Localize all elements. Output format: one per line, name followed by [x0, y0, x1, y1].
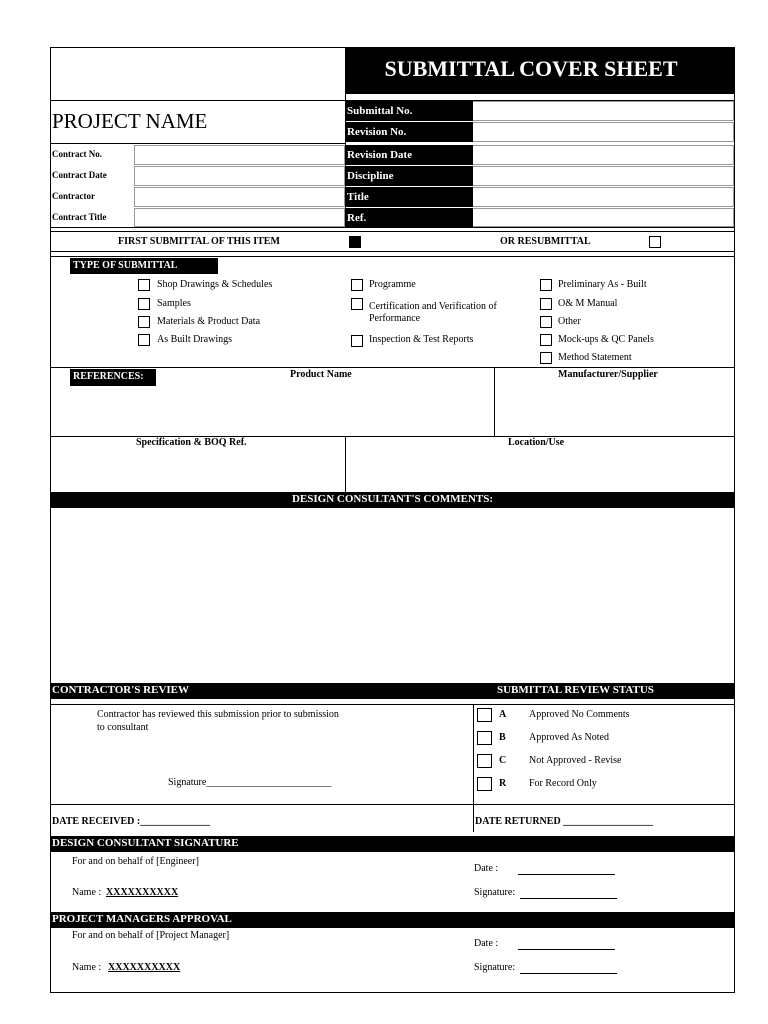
shop-drawings-label: Shop Drawings & Schedules [157, 279, 273, 290]
certification-label-line2: Performance [369, 313, 421, 324]
consultant-date-label: Date : [474, 863, 499, 874]
product-name-label: Product Name [290, 369, 352, 380]
manufacturer-label: Manufacturer/Supplier [558, 369, 658, 380]
spec-boq-label: Specification & BOQ Ref. [136, 437, 247, 448]
programme-label: Programme [369, 279, 416, 290]
contract-no-label: Contract No. [52, 149, 102, 159]
ref-label: Ref. [347, 212, 367, 224]
project-name: PROJECT NAME [52, 109, 208, 133]
method-statement-checkbox[interactable] [540, 352, 552, 364]
pm-behalf: For and on behalf of [Project Manager] [72, 930, 230, 941]
discipline-label: Discipline [347, 170, 394, 182]
pm-date-label: Date : [474, 938, 499, 949]
first-submittal-label: FIRST SUBMITTAL OF THIS ITEM [118, 236, 280, 247]
status-b-text: Approved As Noted [529, 732, 609, 743]
revision-no-label: Revision No. [347, 126, 407, 138]
as-built-checkbox[interactable] [138, 334, 150, 346]
certification-checkbox[interactable] [351, 298, 363, 310]
contractor-signature-line[interactable]: Signature_________________________ [168, 777, 332, 788]
pm-signature-label-text: Signature: [474, 962, 516, 973]
preliminary-as-built-label: Preliminary As - Built [558, 279, 647, 290]
status-r-text: For Record Only [529, 778, 597, 789]
status-a-checkbox[interactable] [477, 708, 492, 722]
submittal-no-field[interactable] [473, 101, 734, 121]
status-a-text: Approved No Comments [529, 709, 630, 720]
discipline-field[interactable] [473, 166, 734, 186]
contract-title-field[interactable] [134, 208, 345, 227]
as-built-label: As Built Drawings [157, 334, 232, 345]
status-c-text: Not Approved - Revise [529, 755, 622, 766]
consultant-signature-line[interactable] [520, 898, 617, 899]
first-submittal-checkbox[interactable] [349, 236, 361, 248]
pm-name-label: Name : [72, 962, 102, 973]
status-c-checkbox[interactable] [477, 754, 492, 768]
type-of-submittal-label: TYPE OF SUBMITTAL [73, 260, 178, 271]
contract-title-label: Contract Title [52, 212, 107, 222]
mockups-checkbox[interactable] [540, 334, 552, 346]
contractor-label: Contractor [52, 191, 95, 201]
consultant-name-label: Name : [72, 887, 102, 898]
materials-label: Materials & Product Data [157, 316, 261, 327]
om-manual-label: O& M Manual [558, 298, 618, 309]
mockups-label: Mock-ups & QC Panels [558, 334, 654, 345]
status-r-checkbox[interactable] [477, 777, 492, 791]
sheet-title: SUBMITTAL COVER SHEET [384, 56, 678, 81]
other-label: Other [558, 316, 581, 327]
shop-drawings-checkbox[interactable] [138, 279, 150, 291]
revision-no-field[interactable] [473, 122, 734, 142]
review-status-label: SUBMITTAL REVIEW STATUS [497, 684, 654, 696]
samples-checkbox[interactable] [138, 298, 150, 310]
consultant-name-value: XXXXXXXXXX [106, 887, 179, 898]
contractor-field[interactable] [134, 187, 345, 207]
pm-date-line[interactable] [518, 949, 615, 950]
revision-date-label: Revision Date [347, 149, 413, 161]
inspection-checkbox[interactable] [351, 335, 363, 347]
references-label: REFERENCES: [73, 371, 144, 382]
comments-area[interactable] [51, 509, 734, 683]
consultant-signature-label-text: Signature: [474, 887, 516, 898]
contract-no-field[interactable] [134, 145, 345, 165]
materials-checkbox[interactable] [138, 316, 150, 328]
status-b-checkbox[interactable] [477, 731, 492, 745]
preliminary-as-built-checkbox[interactable] [540, 279, 552, 291]
title-field[interactable] [473, 187, 734, 207]
status-c-code: C [499, 755, 507, 766]
inspection-label: Inspection & Test Reports [369, 334, 474, 345]
status-r-code: R [499, 778, 507, 789]
submittal-no-label: Submittal No. [347, 105, 413, 117]
contractor-review-text-line2: to consultant [97, 722, 149, 733]
contractor-review-label: CONTRACTOR'S REVIEW [52, 684, 190, 696]
revision-date-field[interactable] [473, 145, 734, 165]
other-checkbox[interactable] [540, 316, 552, 328]
status-a-code: A [499, 709, 507, 720]
resubmittal-label: OR RESUBMITTAL [500, 236, 591, 247]
ref-field[interactable] [473, 208, 734, 227]
title-label: Title [347, 191, 369, 203]
certification-label-line1: Certification and Verification of [369, 301, 497, 312]
programme-checkbox[interactable] [351, 279, 363, 291]
pm-name-value: XXXXXXXXXX [108, 962, 181, 973]
date-received-field[interactable]: DATE RECEIVED :______________ [52, 816, 211, 827]
pm-signature-line[interactable] [520, 973, 617, 974]
location-use-label: Location/Use [508, 437, 565, 448]
consultant-date-line[interactable] [518, 874, 615, 875]
consultant-behalf: For and on behalf of [Engineer] [72, 856, 199, 867]
consultant-signature-label: DESIGN CONSULTANT SIGNATURE [52, 837, 239, 849]
pm-approval-label: PROJECT MANAGERS APPROVAL [52, 913, 232, 925]
comments-label: DESIGN CONSULTANT'S COMMENTS: [291, 493, 494, 505]
samples-label: Samples [157, 298, 191, 309]
method-statement-label: Method Statement [558, 352, 632, 363]
resubmittal-checkbox[interactable] [649, 236, 661, 248]
contract-date-field[interactable] [134, 166, 345, 186]
om-manual-checkbox[interactable] [540, 298, 552, 310]
contract-date-label: Contract Date [52, 170, 107, 180]
status-b-code: B [499, 732, 506, 743]
date-returned-field[interactable]: DATE RETURNED __________________ [475, 816, 654, 827]
contractor-review-text-line1: Contractor has reviewed this submission prior to submission [97, 709, 339, 720]
